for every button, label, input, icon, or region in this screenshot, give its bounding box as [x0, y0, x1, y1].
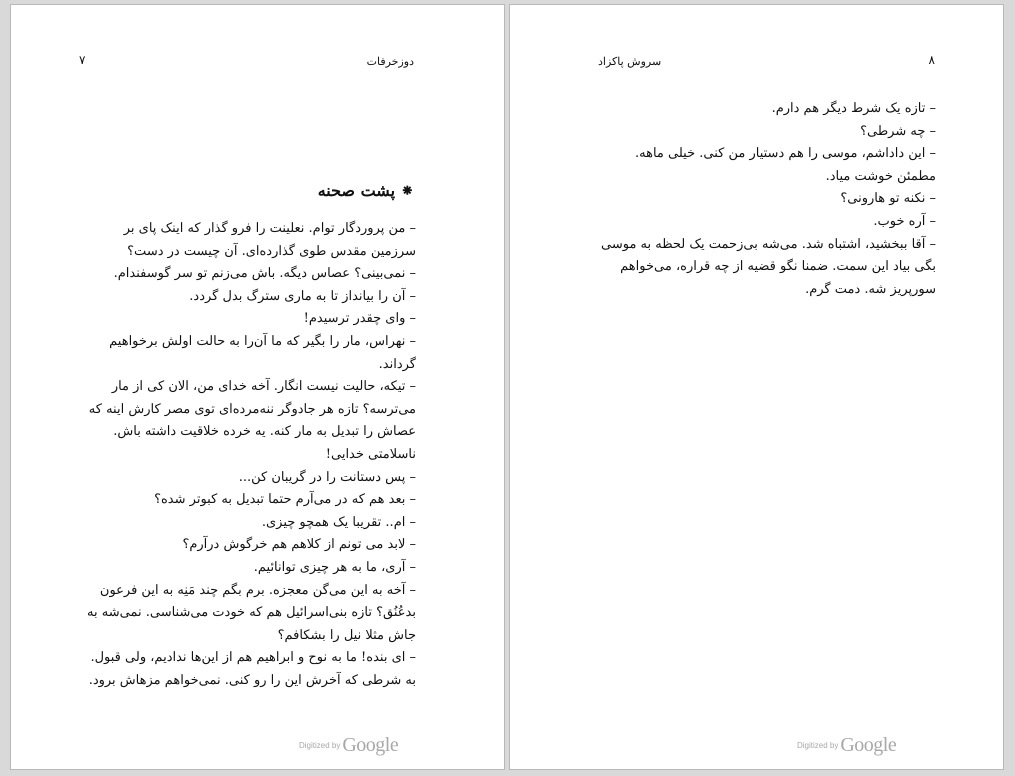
paragraph: – وای چقدر ترسیدم!	[303, 311, 416, 327]
google-logo: Google	[840, 734, 897, 756]
page-text	[79, 218, 416, 692]
google-logo: Google	[342, 734, 399, 756]
paragraph: – آقا ببخشید، اشتباه شد. می‌شه بی‌زحمت یک لحظه به موسی بگی بیاد این سمت. ضمنا نگو قضیه از چه قراره، می‌خواهم سورپریز شه. دمت گرم.	[601, 236, 936, 297]
paragraph: – نهراس، مار را بگیر که ما آن‌را به حالت اولش برخواهیم گرداند.	[109, 333, 416, 372]
digitized-by-label: Digitized by	[299, 741, 341, 750]
page-number: ۸	[928, 53, 935, 67]
paragraph: – چه شرطی؟	[860, 123, 936, 139]
running-head: دوزخرفات	[366, 55, 414, 68]
paragraph: – آخه به این می‌گن معجزه. برم بگم چند مَنِه به این فرعون بدعُنُق؟ تازه بنی‌اسرائیل هم که خودت می‌شناسی. نمی‌شه به جاش مثلا نیل را بشکافم؟	[87, 582, 416, 643]
left-page	[10, 4, 505, 770]
digitized-by-label: Digitized by	[797, 741, 839, 750]
running-head: سروش پاکزاد	[598, 55, 662, 68]
paragraph: – بعد هم که در می‌آرم حتما تبدیل به کبوتر شده؟	[154, 492, 416, 508]
paragraph: – ای بنده! ما به نوح و ابراهیم هم از این‌ها ندادیم، ولی قبول. به شرطی که آخرش این را رو کنی. نمی‌خواهم مزهاش برود.	[88, 650, 416, 688]
paragraph: – آری، ما به هر چیزی توانائیم.	[253, 559, 416, 575]
paragraph: – نمی‌بینی؟ عصاس دیگه. باش می‌زنم تو سر گوسفندام.	[113, 266, 416, 282]
google-digitized-watermark	[299, 734, 398, 757]
paragraph: – آن را بیانداز تا به ماری سترگ بدل گردد.	[189, 288, 416, 304]
paragraph: – لابد می تونم از کلاهم هم خرگوش درآرم؟	[182, 537, 416, 553]
paragraph: – ام.. تقریبا یک همچو چیزی.	[261, 514, 416, 530]
paragraph: – تازه یک شرط دیگر هم دارم.	[771, 101, 936, 116]
google-digitized-watermark	[797, 734, 896, 757]
paragraph: – من پروردگار توام. نعلینت را فرو گذار که اینک پای بر سرزمین مقدس طوی گذارده‌ای. آن چیست در دست؟	[123, 221, 416, 259]
right-page	[509, 4, 1004, 770]
section-title: ⁕ پشت صحنه	[317, 181, 414, 200]
paragraph: – این داداشم، موسی را هم دستیار من کنی. خیلی ماهه. مطمئن خوشت میاد.	[635, 146, 936, 184]
paragraph: – تیکه، حالیت نیست انگار. آخه خدای من، الان کی از مار می‌ترسه؟ تازه هر جادوگر ننه‌مرده‌ای توی مصر کارش اینه که عصاش را تبدیل به مار کنه. یه خرده خلاقیت داشته باش. ناسلامتی خدایی!	[88, 379, 416, 462]
paragraph: – نکنه تو هارونی؟	[840, 191, 936, 207]
paragraph: – پس دستانت را در گریبان کن...	[238, 469, 416, 485]
page-number: ۷	[79, 53, 86, 67]
paragraph: – آره خوب.	[873, 213, 936, 229]
page-text	[600, 98, 936, 301]
